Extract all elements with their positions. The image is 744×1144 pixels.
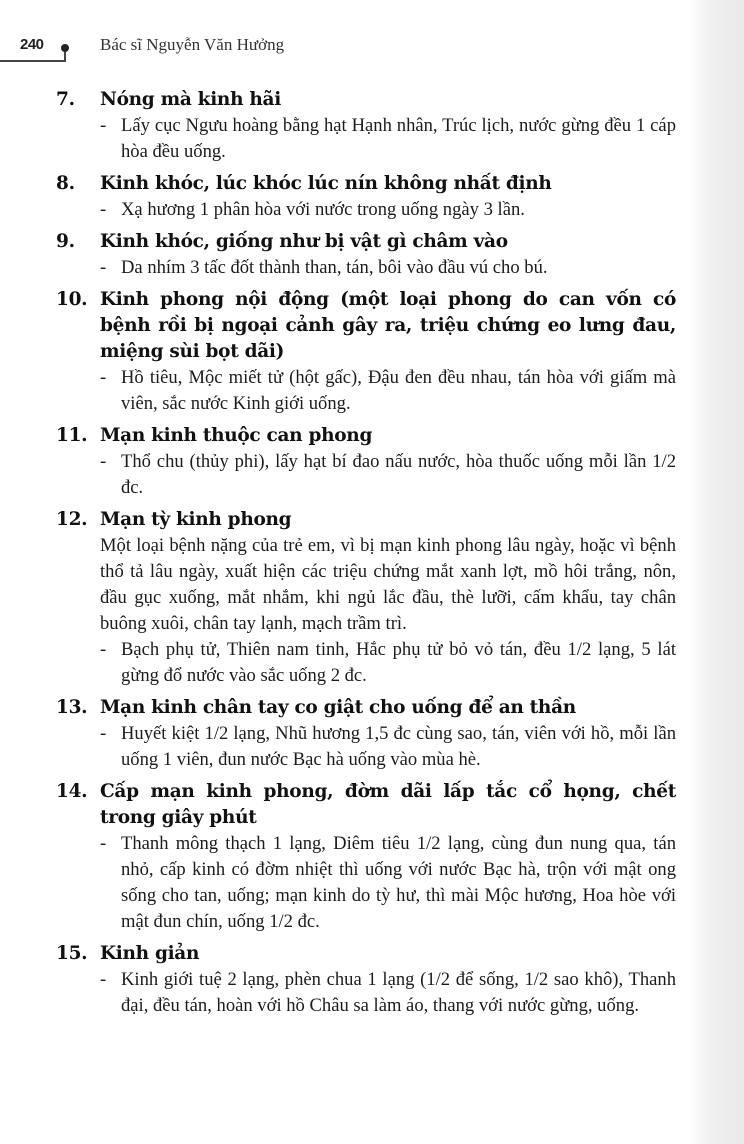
remedy-item (56, 171, 676, 223)
remedy-heading (56, 941, 676, 967)
page-header (0, 30, 400, 62)
remedy-title: Nóng mà kinh hãi (100, 89, 281, 110)
remedy-heading (56, 87, 676, 113)
remedy-bullet (100, 637, 676, 689)
remedy-title: Cấp mạn kinh phong, đờm dãi lấp tắc cổ họng, chết trong giây phút (100, 781, 676, 828)
remedy-item (56, 87, 676, 165)
remedy-number: 14. (56, 781, 88, 802)
remedy-item (56, 507, 676, 689)
remedy-number: 13. (56, 697, 88, 718)
remedy-heading (56, 507, 676, 533)
running-head: Bác sĩ Nguyễn Văn Hưởng (100, 35, 285, 54)
dash-bullet-icon: - (100, 723, 107, 744)
remedy-bullet-text: Bạch phụ tử, Thiên nam tinh, Hắc phụ tử bỏ vỏ tán, đều 1/2 lạng, 5 lát gừng đổ nước vào sắc uống 2 đc. (121, 639, 676, 686)
remedy-bullet-text: Kinh giới tuệ 2 lạng, phèn chua 1 lạng (1/2 để sống, 1/2 sao khô), Thanh đại, đều tán, hoàn với hồ Châu sa làm áo, thang với nước gừng, uống. (121, 969, 676, 1016)
dash-bullet-icon: - (100, 367, 107, 388)
dash-bullet-icon: - (100, 639, 107, 660)
remedy-bullet-text: Thổ chu (thủy phi), lấy hạt bí đao nấu nước, hòa thuốc uống mỗi lần 1/2 đc. (121, 451, 676, 498)
remedy-bullet-text: Huyết kiệt 1/2 lạng, Nhũ hương 1,5 đc cùng sao, tán, viên với hồ, mỗi lần uống 1 viên, đun nước Bạc hà uống vào mùa hè. (121, 723, 676, 770)
dash-bullet-icon: - (100, 833, 107, 854)
page-edge-shadow (690, 0, 744, 1144)
dash-bullet-icon: - (100, 451, 107, 472)
remedy-title: Mạn tỳ kinh phong (100, 509, 292, 530)
remedy-number: 8. (56, 173, 75, 194)
remedy-bullet (100, 721, 676, 773)
dash-bullet-icon: - (100, 969, 107, 990)
remedy-item (56, 229, 676, 281)
remedy-heading (56, 779, 676, 831)
remedy-heading (56, 695, 676, 721)
remedy-description: Một loại bệnh nặng của trẻ em, vì bị mạn kinh phong lâu ngày, hoặc vì bệnh thổ tả lâu ngày, xuất hiện các triệu chứng mắt xanh lợt, mồ hôi trắng, nôn, đầu gục xuống, mắt nhắm, khi ngủ lắc đầu, thè lưỡi, cấm khẩu, tay chân buông xuôi, chân tay lạnh, mạch trầm trì. (100, 535, 676, 634)
remedy-bullet (100, 197, 676, 223)
remedy-bullet (100, 831, 676, 935)
header-dot-ornament (61, 44, 69, 52)
remedy-title: Kinh giản (100, 943, 200, 964)
remedy-item (56, 423, 676, 501)
remedy-bullet (100, 967, 676, 1019)
remedy-number: 15. (56, 943, 88, 964)
remedy-item (56, 779, 676, 935)
remedy-title: Kinh khóc, lúc khóc lúc nín không nhất định (100, 173, 552, 194)
remedy-title: Mạn kinh thuộc can phong (100, 425, 373, 446)
remedy-bullet (100, 449, 676, 501)
page-number: 240 (20, 36, 44, 53)
remedy-title: Kinh khóc, giống như bị vật gì châm vào (100, 231, 508, 252)
remedy-item (56, 287, 676, 417)
remedy-bullet (100, 113, 676, 165)
remedy-number: 7. (56, 89, 75, 110)
remedy-bullet-text: Da nhím 3 tấc đốt thành than, tán, bôi vào đầu vú cho bú. (121, 257, 548, 278)
remedy-heading (56, 229, 676, 255)
remedy-bullet (100, 255, 676, 281)
remedy-bullet (100, 365, 676, 417)
dash-bullet-icon: - (100, 115, 107, 136)
remedy-number: 12. (56, 509, 88, 530)
remedy-bullet-text: Lấy cục Ngưu hoàng bằng hạt Hạnh nhân, Trúc lịch, nước gừng đều 1 cáp hòa đều uống. (121, 115, 676, 162)
remedy-title: Kinh phong nội động (một loại phong do can vốn có bệnh rồi bị ngoại cảnh gây ra, triệu chứng eo lưng đau, miệng sùi bọt dãi) (100, 289, 676, 362)
remedy-bullet-text: Xạ hương 1 phân hòa với nước trong uống ngày 3 lần. (121, 199, 525, 220)
remedy-heading (56, 287, 676, 365)
remedy-item (56, 941, 676, 1019)
remedy-title: Mạn kinh chân tay co giật cho uống để an thần (100, 697, 576, 718)
page-body (56, 87, 676, 1025)
remedy-bullet-text: Thanh mông thạch 1 lạng, Diêm tiêu 1/2 lạng, cùng đun nung qua, tán nhỏ, cấp kinh có đờm nhiệt thì uống với nước Bạc hà, trộn với mật ong sống cho tan, uống; mạn kinh do tỳ hư, thì mài Mộc hương, Hoa hòe với mật đun chín, uống 1/2 đc. (121, 833, 676, 932)
remedy-number: 10. (56, 289, 88, 310)
dash-bullet-icon: - (100, 199, 107, 220)
remedy-number: 9. (56, 231, 75, 252)
remedy-number: 11. (56, 425, 88, 446)
remedy-heading (56, 423, 676, 449)
dash-bullet-icon: - (100, 257, 107, 278)
remedy-item (56, 695, 676, 773)
header-rule (0, 60, 65, 62)
remedy-heading (56, 171, 676, 197)
remedy-bullet-text: Hồ tiêu, Mộc miết tử (hột gấc), Đậu đen đều nhau, tán hòa với giấm mà viên, sắc nước Kinh giới uống. (121, 367, 676, 414)
